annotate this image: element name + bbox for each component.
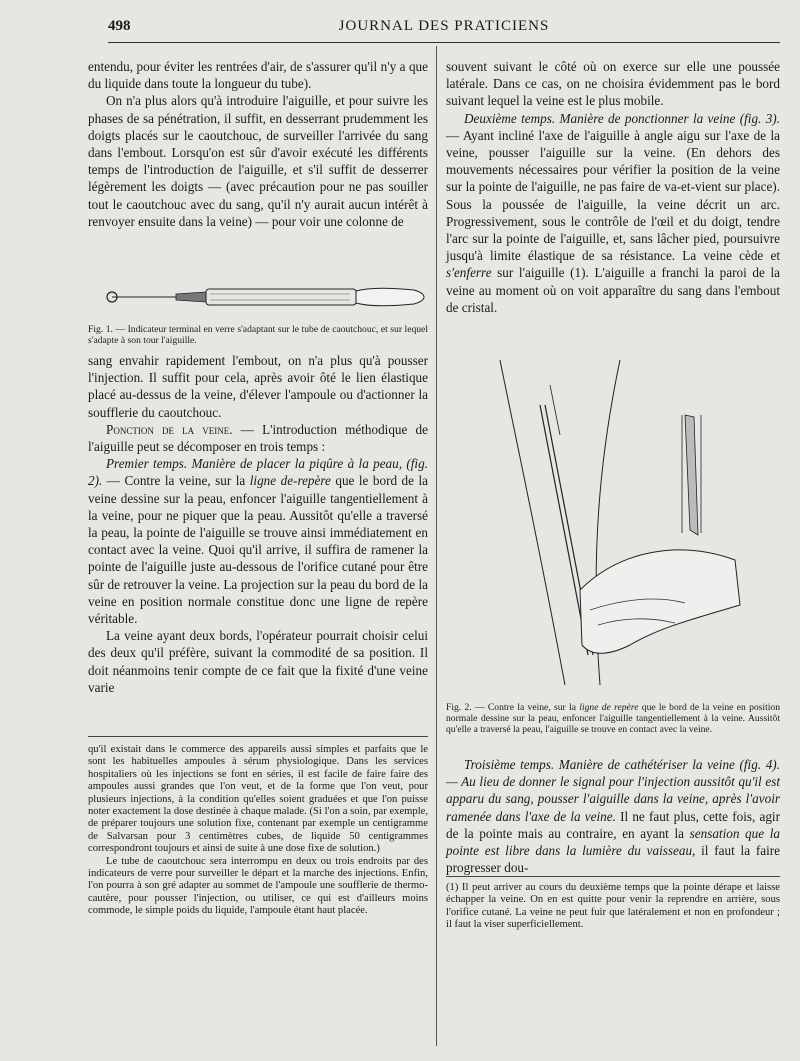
footnote: qu'il existait dans le commerce des appareils aussi simples et parfaits que le sont les habituelles ampoules à sérum physiologique. Dans les services hospitaliers où les injections se font en séries, il est facile de faire faire des ampoules aussi grandes que l'on veut, et de la forme que l'on veut, pour plusieurs injections, à la condition qu'elles soient graduées et que l'on puisse noter exactement la dose destinée à chaque malade. (Si l'on a soin, par exemple, de préparer toujours une solution fixe, contenant par exemple un centigramme de Salvarsan pour 3 centimètres cubes, de liquide 50 centigrammes correspondront toujours et ainsi de suite à une dose fixe de solution.) bbox=[88, 744, 428, 855]
subheading: Deuxième temps. Manière de ponctionner la veine (fig. 3). bbox=[464, 110, 780, 126]
left-column-top bbox=[88, 58, 428, 230]
paragraph: Premier temps. Manière de placer la piqûre à la peau, (fig. 2). — Contre la veine, sur la ligne de-repère que le bord de la veine dessine sur la peau, enfoncer l'aiguille tangentiellement à la veine, pour ne piquer que la peau. Aussitôt qu'elle a traversé la peau, la pointe de l'aiguille se trouve ainsi immédiatement en contact avec la veine. Quoi qu'il arrive, il suffira de ramener la pointe de l'aiguille juste au-dessous de l'orifice cutané pour être sûr de retrouver la veine. La projection sur la peau du bord de la veine en position normale constitue donc une ligne de repère véritable. bbox=[88, 456, 428, 627]
right-footnote: (1) Il peut arriver au cours du deuxième temps que la pointe dérape et laisse échapper la veine. On en est quitte pour venir la reprendre en arrière, sous l'orifice cutané. La veine ne peut fuir que latéralement et non en profondeur ; il faut la viser superficiellement. bbox=[446, 882, 780, 931]
running-header bbox=[108, 18, 780, 38]
paragraph: La veine ayant deux bords, l'opérateur pourrait choisir celui des deux qu'il préfère, suivant la commodité de sa position. Il doit néanmoins tenir compte de ce fait que la fixité d'une veine varie bbox=[88, 628, 428, 695]
fig2-caption: Fig. 2. — Contre la veine, sur la ligne de repère que le bord de la veine en position normale dessine sur la peau, enfoncer l'aiguille tangentiellement à la veine. Aussitôt qu'elle a traversé la peau, l'aiguille se trouve en contact avec la veine. bbox=[446, 702, 780, 735]
fig1-caption: Fig. 1. — Indicateur terminal en verre s'adaptant sur le tube de caoutchouc, et sur lequel s'adapte à son tour l'aiguille. bbox=[88, 324, 428, 346]
paragraph: sang envahir rapidement l'embout, on n'a plus qu'à pousser l'injection. Il suffit pour cela, après avoir ôté le lien élastique placé au-dessus de la veine, d'élever l'ampoule ou d'actionner la soufflerie du caoutchouc. bbox=[88, 353, 428, 420]
page-number: 498 bbox=[108, 18, 131, 34]
left-column-middle bbox=[88, 352, 428, 696]
journal-title: JOURNAL DES PRATICIENS bbox=[338, 18, 550, 34]
paragraph: souvent suivant le côté où on exerce sur elle une poussée latérale. Dans ce cas, on ne choisira évidemment pas le bord suivant lequel la veine est le plus mobile. bbox=[446, 59, 780, 109]
paragraph: Deuxième temps. Manière de ponctionner la veine (fig. 3). — Ayant incliné l'axe de l'aiguille à angle aigu sur l'axe de la veine, pousser l'aiguille sur la veine. (En dehors des mouvements nécessaires pour vérifier la position de la veine sur la pointe de l'aiguille, ne pas faire de va-et-vient sur place). Sous la poussée de l'aiguille, la veine décrit un arc. Progressivement, sous le contrôle de l'œil et du doigt, tendre l'arc sur la pointe de l'aiguille, et, sans lâcher pied, poursuivre jusqu'à limite élastique de sa résistance. La veine cède et s'enferre sur l'aiguille (1). L'aiguille a franchi la paroi de la veine au moment où on voit apparaître du sang dans l'embout de cristal. bbox=[446, 110, 780, 315]
right-column-top bbox=[446, 58, 780, 316]
subheading: Troisième temps. Manière de cathétériser la veine (fig. 4). bbox=[464, 757, 780, 772]
fig1-illustration bbox=[100, 280, 430, 314]
column-divider bbox=[436, 46, 437, 1046]
footnote: Le tube de caoutchouc sera interrompu en deux ou trois endroits par des indicateurs de verre pour surveiller le départ et la marche des injections. Enfin, l'on pourra à son gré adapter au sommet de l'ampoule une soufflerie de thermo-cautère, pour pousser l'injection, ou utiliser, ce qui est d'ailleurs moins commode, le simple poids du liquide, l'ampoule étant haut placée. bbox=[88, 855, 428, 917]
paragraph: Troisième temps. Manière de cathétériser la veine (fig. 4). — Au lieu de donner le signal pour l'injection aussitôt qu'il est apparu du sang, pousser l'aiguille dans la veine, après l'avoir ramenée dans l'axe de la veine. Il ne faut plus, cette fois, agir de la pointe mais au contraire, en ayant la sensation que la pointe est libre dans la lumière du vaisseau, il faut la faire progresser dou- bbox=[446, 757, 780, 876]
header-rule bbox=[108, 42, 780, 43]
left-footnotes bbox=[88, 744, 428, 918]
subheading: Premier temps. Manière de placer la piqûre à la peau, bbox=[106, 456, 403, 472]
paragraph: On n'a plus alors qu'à introduire l'aiguille, et pour suivre les phases de sa pénétration, il suffit, en desserrant prudemment les doigts placés sur le caoutchouc, de surveiller l'arrivée du sang dans l'embout. Lorsqu'on est sûr d'avoir exécuté les différents temps de l'introduction de l'aiguille, et s'il suffit de desserrer légèrement les doigts — (avec précaution pour ne pas souiller tout le caoutchouc avec du sang, qu'il n'y aurait aucun intérêt à renvoyer ensuite dans la veine) — pour voir une colonne de bbox=[88, 93, 428, 229]
paragraph: entendu, pour éviter les rentrées d'air, de s'assurer qu'il n'y a que du liquide dans toute la longueur du tube). bbox=[88, 59, 428, 92]
footnote-separator bbox=[446, 876, 780, 877]
footnote-separator bbox=[88, 736, 428, 737]
fig2-illustration bbox=[470, 355, 780, 695]
right-column-bottom bbox=[446, 756, 780, 876]
paragraph: Ponction de la veine. — L'introduction méthodique de l'aiguille peut se décomposer en trois temps : bbox=[88, 421, 428, 455]
section-heading: Ponction de la veine. bbox=[106, 421, 233, 437]
